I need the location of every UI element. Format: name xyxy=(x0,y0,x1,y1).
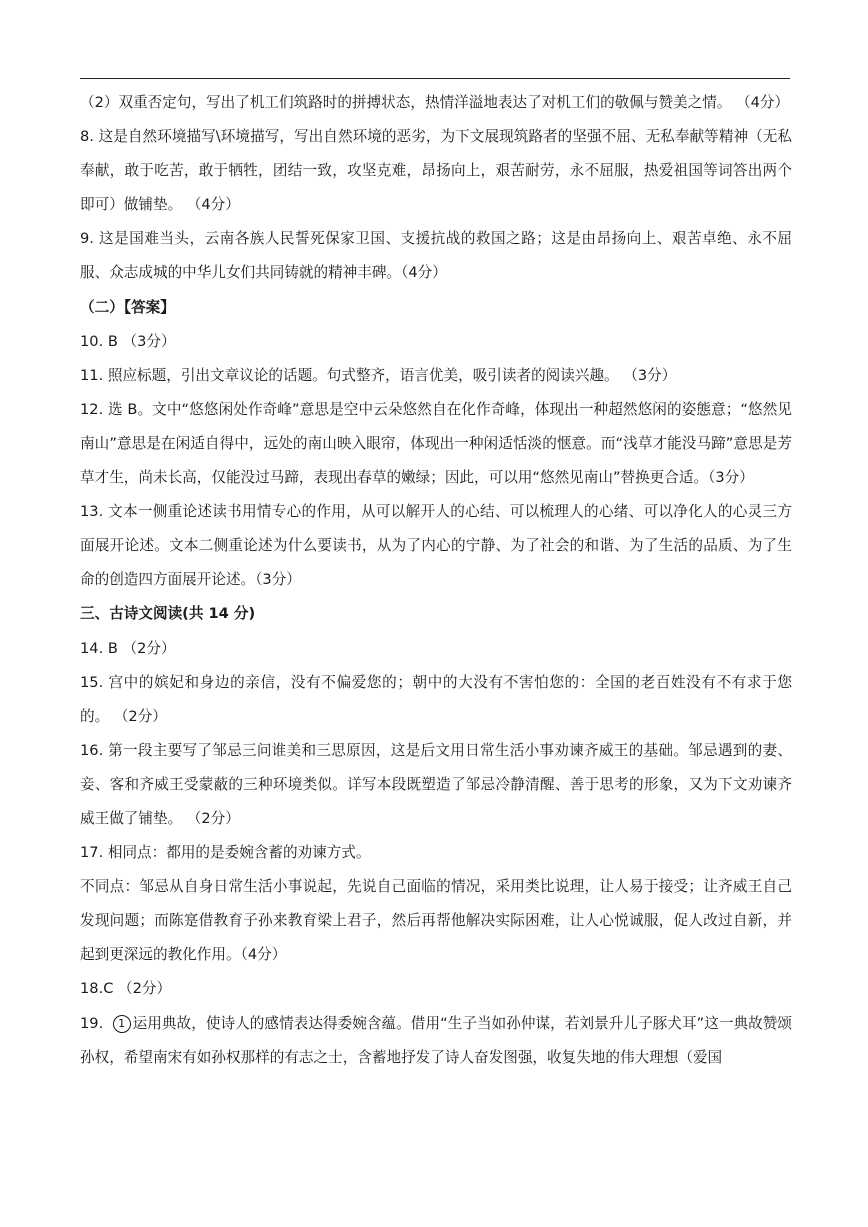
answer-line: 15. 宫中的嫔妃和身边的亲信，没有不偏爱您的；朝中的大没有不害怕您的：全国的老百姓没有不有求于您的。 （2分） xyxy=(80,673,792,725)
answer-line: 17. 相同点：都用的是委婉含蓄的劝谏方式。 xyxy=(80,844,371,862)
answer-line: 不同点：邹忌从自身日常生活小事说起，先说自己面临的情况，采用类比说理，让人易于接受；让齐威王自己发现问题；而陈寔借教育子孙来教育梁上君子，然后再帮他解决实际困难，让人心悦诚服，促人改过自新，并起到更深远的教化作用。（4分） xyxy=(80,878,792,964)
answer-line: （2）双重否定句，写出了机工们筑路时的拼搏状态，热情洋溢地表达了对机工们的敬佩与赞美之情。 （4分） xyxy=(80,94,790,111)
section-heading: （二）【答案】 xyxy=(80,298,175,316)
header-rule xyxy=(80,78,790,79)
answer-line-19 xyxy=(80,1007,792,1075)
answer-line: 14. B （2分） xyxy=(80,639,176,657)
circled-number: 1 xyxy=(113,1015,131,1033)
answer-line: 18.C （2分） xyxy=(80,980,172,998)
question-number: 19. xyxy=(80,1014,104,1032)
answer-line: 13. 文本一侧重论述读书用情专心的作用，从可以解开人的心结、可以梳理人的心绪、可以净化人的心灵三方面展开论述。文本二侧重论述为什么要读书，从为了内心的宁静、为了社会的和谐、为了生活的品质、为了生命的创造四方面展开论述。（3分） xyxy=(80,503,792,589)
answer-line: 9. 这是国难当头，云南各族人民誓死保家卫国、支援抗战的救国之路；这是由昂扬向上、艰苦卓绝、永不屈服、众志成城的中华儿女们共同铸就的精神丰碑。（4分） xyxy=(80,230,792,282)
answer-line: 10. B （3分） xyxy=(80,332,176,350)
answer-line: 8. 这是自然环境描写\环境描写，写出自然环境的恶劣，为下文展现筑路者的坚强不屈、无私奉献等精神（无私奉献，敢于吃苦，敢于牺牲，团结一致，攻坚克难，昂扬向上，艰苦耐劳，永不屈服，热爱祖国等词答出两个即可）做铺垫。 （4分） xyxy=(80,128,792,214)
answer-text: 运用典故，使诗人的感情表达得委婉含蕴。借用“生子当如孙仲谋，若刘景升儿子豚犬耳”这一典故赞颂孙权，希望南宋有如孙权那样的有志之士，含蓄地抒发了诗人奋发图强，收复失地的伟大理想（爱国 xyxy=(80,1014,792,1066)
answer-line: 11. 照应标题，引出文章议论的话题。句式整齐，语言优美，吸引读者的阅读兴趣。 （3分） xyxy=(80,366,677,384)
answer-line: 12. 选 B。文中“悠悠闲处作奇峰”意思是空中云朵悠然自在化作奇峰，体现出一种超然悠闲的姿態意；“悠然见南山”意思是在闲适自得中，远处的南山映入眼帘，体现出一种闲适恬淡的惬意。而“浅草才能没马蹄”意思是芳草才生，尚未长高，仅能没过马蹄，表现出春草的嫩绿；因此，可以用“悠然见南山”替换更合适。（3分） xyxy=(80,400,792,487)
answer-line: 16. 第一段主要写了邹忌三问谁美和三思原因，这是后文用日常生活小事劝谏齐威王的基础。邹忌遇到的妻、妾、客和齐威王受蒙蔽的三种环境类似。详写本段既塑造了邹忌冷静清醒、善于思考的形象，又为下文劝谏齐威王做了铺垫。 （2分） xyxy=(80,741,792,827)
answer-content xyxy=(80,86,792,1075)
section-heading: 三、古诗文阅读(共 14 分) xyxy=(80,605,256,623)
